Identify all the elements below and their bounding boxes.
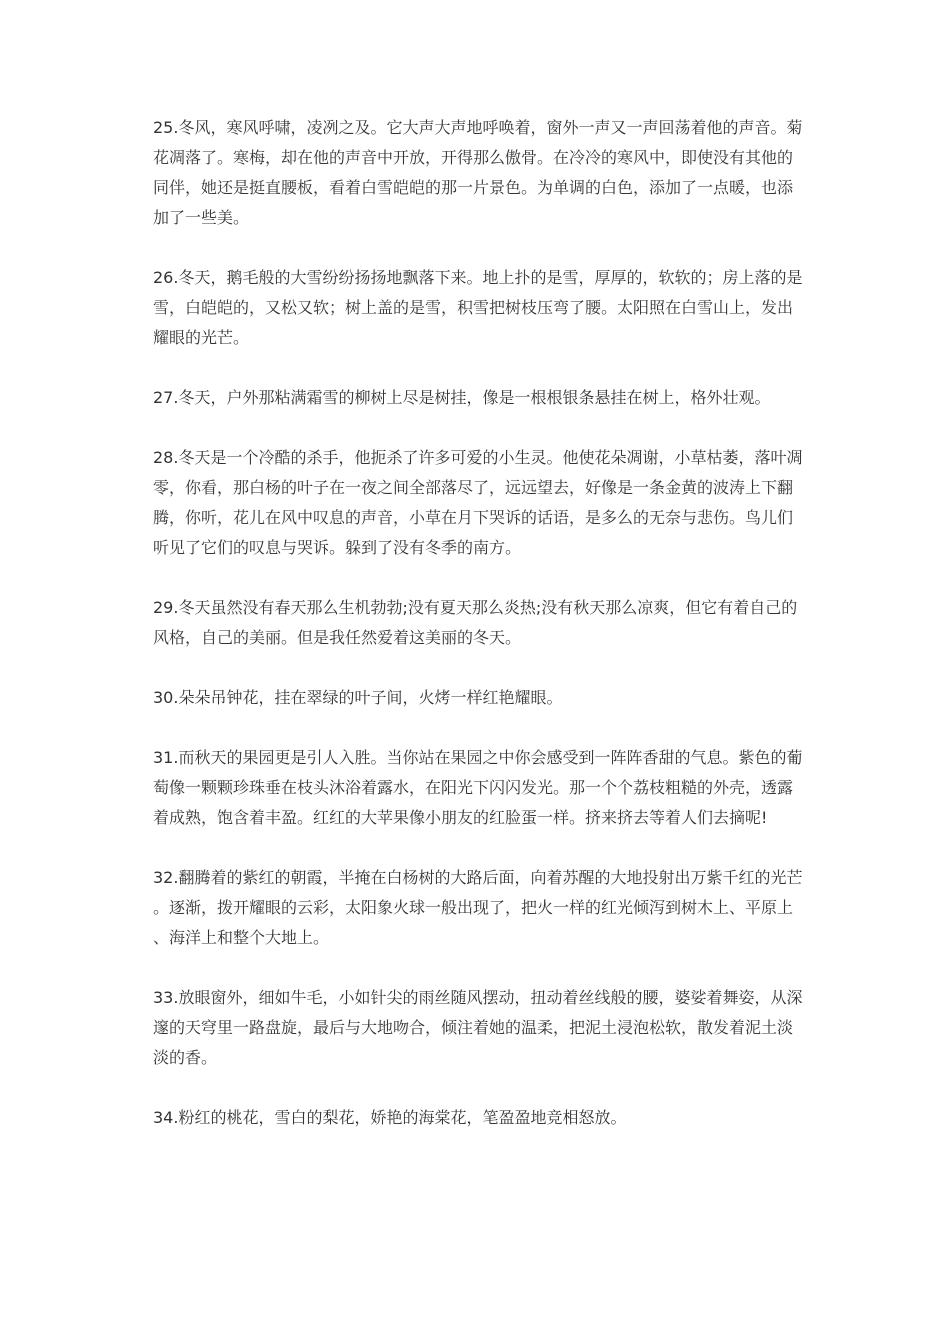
paragraph-34: 34.粉红的桃花，雪白的梨花，娇艳的海棠花，笔盈盈地竞相怒放。 [153, 1108, 627, 1127]
paragraph-33: 33.放眼窗外，细如牛毛，小如针尖的雨丝随风摆动，扭动着丝线般的腰，婆娑着舞姿，从深邃的天穹里一路盘旋，最后与大地吻合，倾注着她的温柔，把泥土浸泡松软，散发着泥土淡淡的香。 [153, 988, 803, 1067]
paragraph-28: 28.冬天是一个冷酷的杀手，他扼杀了许多可爱的小生灵。他使花朵凋谢，小草枯萎，落叶凋零，你看，那白杨的叶子在一夜之间全部落尽了，远远望去，好像是一条金黄的波涛上下翻腾，你听，花儿在风中叹息的声音，小草在月下哭诉的话语，是多么的无奈与悲伤。鸟儿们听见了它们的叹息与哭诉。躲到了没有冬季的南方。 [153, 448, 803, 557]
document-body [153, 113, 803, 1163]
paragraph-31: 31.而秋天的果园更是引人入胜。当你站在果园之中你会感受到一阵阵香甜的气息。紫色的葡萄像一颗颗珍珠垂在枝头沐浴着露水，在阳光下闪闪发光。那一个个荔枝粗糙的外壳，透露着成熟，饱含着丰盈。红红的大苹果像小朋友的红脸蛋一样。挤来挤去等着人们去摘呢! [153, 748, 803, 827]
paragraph-30: 30.朵朵吊钟花，挂在翠绿的叶子间，火烤一样红艳耀眼。 [153, 688, 563, 707]
paragraph-32: 32.翻腾着的紫红的朝霞，半掩在白杨树的大路后面，向着苏醒的大地投射出万紫千红的光芒。逐渐，拨开耀眼的云彩，太阳象火球一般出现了，把火一样的红光倾泻到树木上、平原上、海洋上和整个大地上。 [153, 868, 803, 947]
paragraph-27: 27.冬天，户外那粘满霜雪的柳树上尽是树挂，像是一根根银条悬挂在树上，格外壮观。 [153, 388, 771, 407]
paragraph-29: 29.冬天虽然没有春天那么生机勃勃;没有夏天那么炎热;没有秋天那么凉爽，但它有着自己的风格，自己的美丽。但是我任然爱着这美丽的冬天。 [153, 598, 798, 647]
paragraph-26: 26.冬天，鹅毛般的大雪纷纷扬扬地飘落下来。地上扑的是雪，厚厚的，软软的；房上落的是雪，白皑皑的，又松又软；树上盖的是雪，积雪把树枝压弯了腰。太阳照在白雪山上，发出耀眼的光芒。 [153, 268, 803, 347]
paragraph-25: 25.冬风，寒风呼啸，凌冽之及。它大声大声地呼唤着，窗外一声又一声回荡着他的声音。菊花凋落了。寒梅，却在他的声音中开放，开得那么傲骨。在冷冷的寒风中，即使没有其他的同伴，她还是挺直腰板，看着白雪皑皑的那一片景色。为单调的白色，添加了一点暖，也添加了一些美。 [153, 118, 803, 227]
